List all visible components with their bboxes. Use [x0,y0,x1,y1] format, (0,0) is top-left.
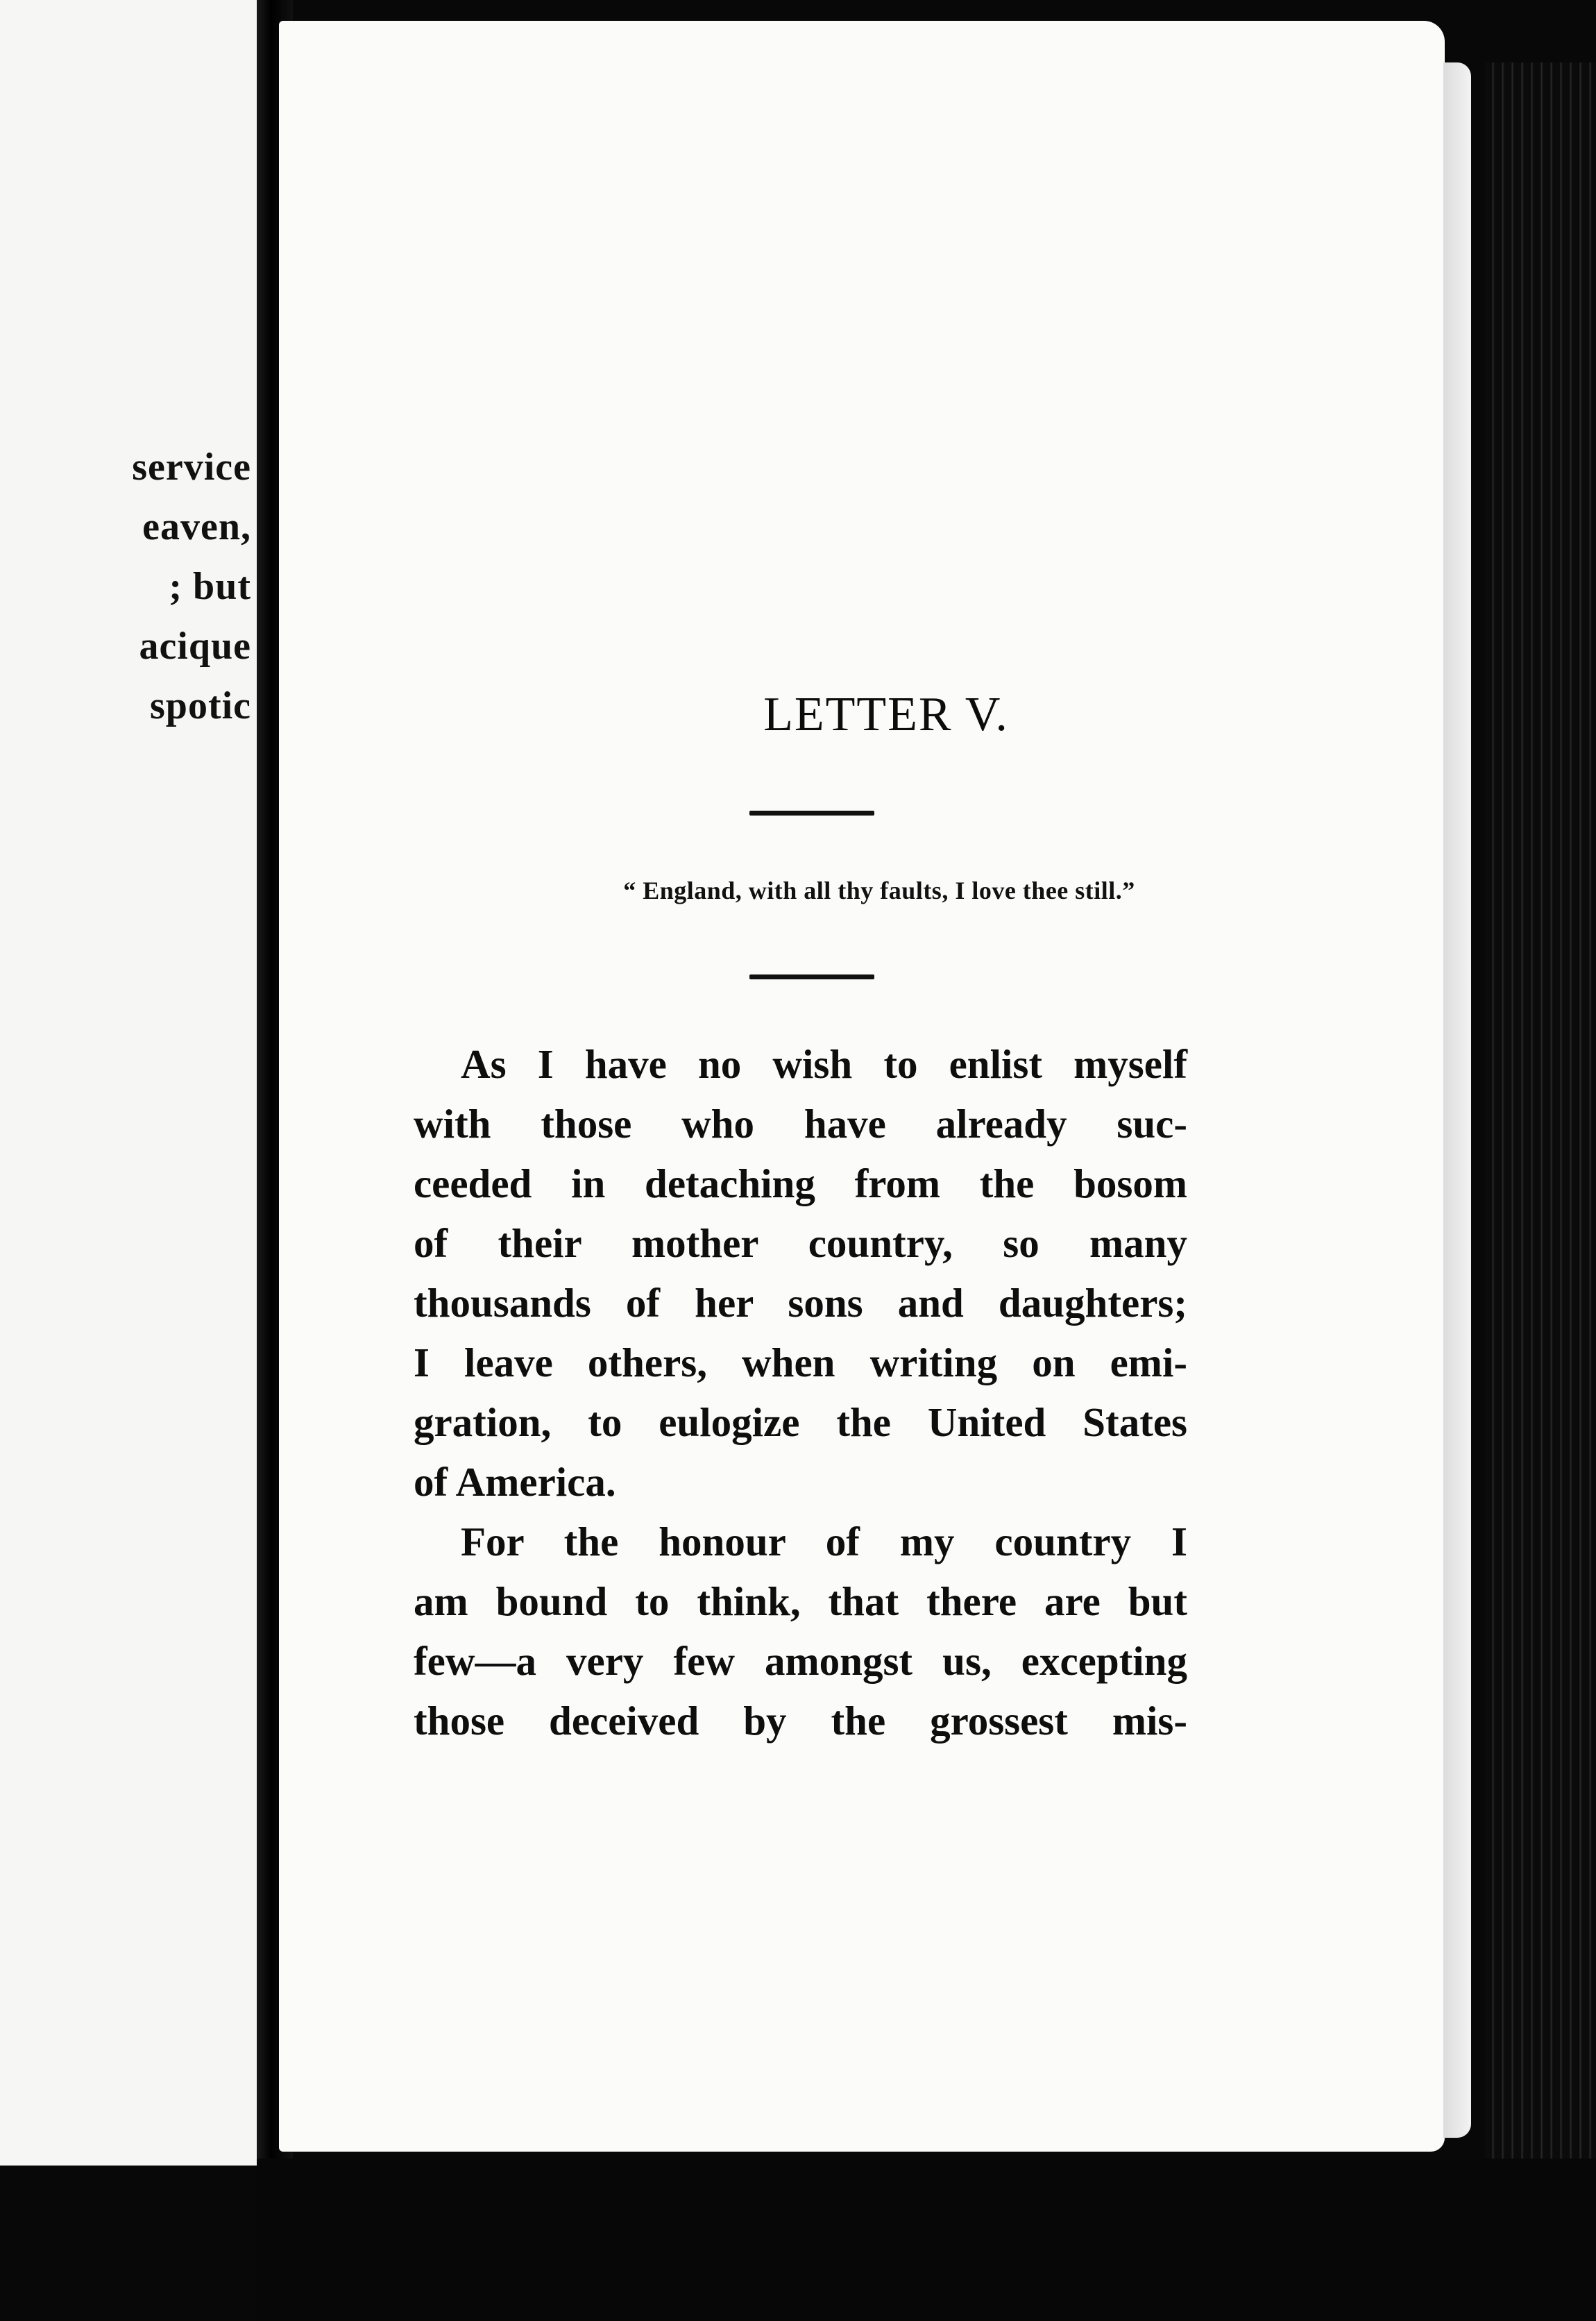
previous-page-text [132,437,251,736]
body-line: thousands of her sons and daughters; [414,1280,1187,1326]
body-line: am bound to think, that there are but [414,1578,1187,1624]
epigraph-text: “ England, with all thy faults, I love thee still.” [623,877,1135,904]
previous-page-line: service [132,446,251,489]
rule-above-epigraph [749,811,874,816]
letter-title: LETTER V. [763,688,1009,741]
bottom-shadow [257,2159,1596,2321]
body-line: For the honour of my country I [461,1519,1187,1564]
body-line: ceeded in detaching from the bosom [414,1160,1187,1206]
body-line: gration, to eulogize the United States [414,1399,1187,1445]
body-line: of America. [414,1459,616,1505]
rule-below-epigraph [749,974,874,979]
previous-page [0,0,257,2166]
letter-body [414,1034,1187,1750]
body-line: As I have no wish to enlist myself [461,1041,1187,1087]
body-line: I leave others, when writing on emi- [414,1340,1187,1385]
body-line: of their mother country, so many [414,1220,1187,1266]
letter-heading [279,687,1445,743]
previous-page-line: acique [139,625,251,668]
body-line: few—a very few amongst us, excepting [414,1638,1187,1684]
previous-page-line: ; but [169,565,251,608]
page-edge [1443,62,1471,2138]
body-line: those deceived by the grossest mis- [414,1698,1187,1744]
page-stack-edge [1485,62,1596,2242]
previous-page-line: eaven, [142,505,251,548]
epigraph [279,876,1445,905]
previous-page-line: spotic [150,684,251,727]
body-line: with those who have already suc- [414,1101,1187,1147]
